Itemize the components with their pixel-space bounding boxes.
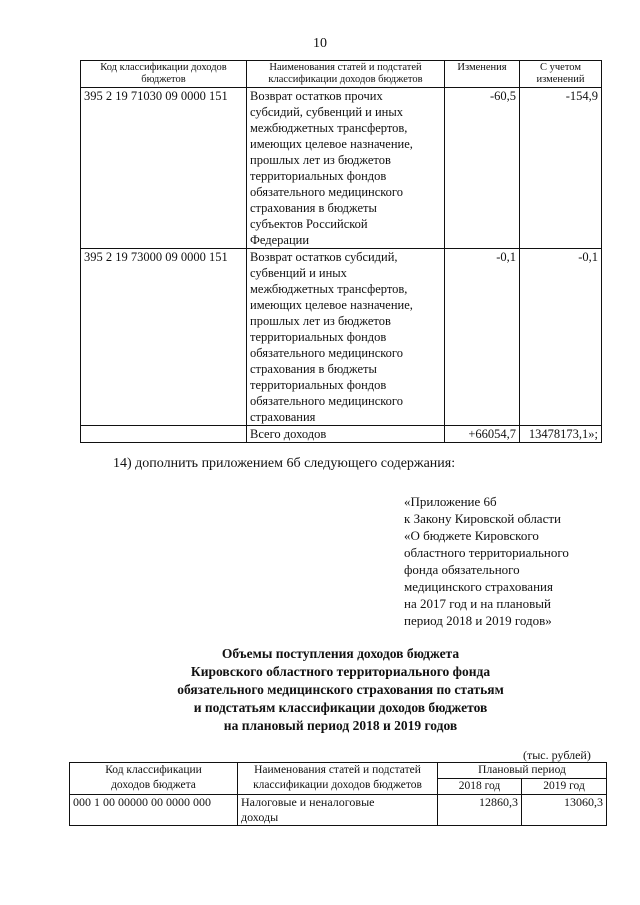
total-change: +66054,7 xyxy=(445,426,520,443)
appendix-heading xyxy=(404,493,569,629)
row-code: 395 2 19 71030 09 0000 151 xyxy=(81,88,247,249)
appendix-line: «О бюджете Кировского xyxy=(404,528,539,543)
table-row xyxy=(70,795,607,826)
table-header-row xyxy=(70,763,607,779)
row-code: 000 1 00 00000 00 0000 000 xyxy=(70,795,238,826)
header-total: С учетом изменений xyxy=(520,61,602,88)
header-period: Плановый период xyxy=(438,763,607,779)
row-change: -60,5 xyxy=(445,88,520,249)
row-name xyxy=(247,88,445,249)
header-year-2019: 2019 год xyxy=(522,779,607,795)
header-line: Наименования статей и подстатей xyxy=(254,764,421,776)
name-line: страхования xyxy=(250,410,316,424)
name-line: имеющих целевое назначение, xyxy=(250,137,413,151)
name-line: обязательного медицинского xyxy=(250,394,404,408)
row-name xyxy=(238,795,438,826)
header-code: Код классификации доходов бюджетов xyxy=(81,61,247,88)
appendix-line: на 2017 год и на плановый xyxy=(404,596,551,611)
appendix-line: к Закону Кировской области xyxy=(404,511,561,526)
name-line: обязательного медицинского xyxy=(250,185,404,199)
name-line: Федерации xyxy=(250,233,310,247)
row-value-2019: 13060,3 xyxy=(522,795,607,826)
table-row xyxy=(81,88,602,249)
income-changes-table xyxy=(80,60,602,443)
title-line: обязательного медицинского страхования по статьям xyxy=(177,682,504,697)
name-line: прошлых лет из бюджетов xyxy=(250,153,391,167)
name-line: страхования в бюджеты xyxy=(250,201,377,215)
header-code xyxy=(70,763,238,795)
header-name: Наименования статей и подстатей классификации доходов бюджетов xyxy=(247,61,445,88)
title-line: на плановый период 2018 и 2019 годов xyxy=(223,718,458,733)
name-line: территориальных фондов xyxy=(250,169,387,183)
header-line: Код классификации xyxy=(105,764,202,776)
unit-label: (тыс. рублей) xyxy=(523,748,591,762)
name-line: доходы xyxy=(241,810,279,824)
name-line: территориальных фондов xyxy=(250,378,387,392)
name-line: территориальных фондов xyxy=(250,330,387,344)
name-line: субвенций и иных xyxy=(250,266,347,280)
row-value-2018: 12860,3 xyxy=(438,795,522,826)
appendix-line: областного территориального xyxy=(404,545,569,560)
header-name xyxy=(238,763,438,795)
row-name xyxy=(247,249,445,426)
header-line: доходов бюджета xyxy=(111,779,196,791)
total-code xyxy=(81,426,247,443)
table-header-row xyxy=(81,61,602,88)
planned-income-table xyxy=(69,762,607,826)
header-line: классификации доходов бюджетов xyxy=(253,779,422,791)
total-value: 13478173,1»; xyxy=(520,426,602,443)
name-line: имеющих целевое назначение, xyxy=(250,298,413,312)
name-line: страхования в бюджеты xyxy=(250,362,377,376)
amendment-paragraph: 14) дополнить приложением 6б следующего содержания: xyxy=(113,456,456,471)
name-line: межбюджетных трансфертов, xyxy=(250,121,408,135)
appendix-line: фонда обязательного xyxy=(404,562,520,577)
row-change: -0,1 xyxy=(445,249,520,426)
row-total: -0,1 xyxy=(520,249,602,426)
total-row xyxy=(81,426,602,443)
appendix-line: период 2018 и 2019 годов» xyxy=(404,613,552,628)
title-line: Объемы поступления доходов бюджета xyxy=(221,646,460,661)
name-line: субсидий, субвенций и иных xyxy=(250,105,403,119)
title-line: Кировского областного территориального фонда xyxy=(190,664,491,679)
name-line: прошлых лет из бюджетов xyxy=(250,314,391,328)
row-total: -154,9 xyxy=(520,88,602,249)
total-name: Всего доходов xyxy=(247,426,445,443)
header-year-2018: 2018 год xyxy=(438,779,522,795)
appendix-line: «Приложение 6б xyxy=(404,494,497,509)
name-line: Налоговые и неналоговые xyxy=(241,795,375,809)
table-row xyxy=(81,249,602,426)
document-title xyxy=(80,645,601,735)
page-number: 10 xyxy=(313,36,327,51)
header-change: Изменения xyxy=(445,61,520,88)
name-line: межбюджетных трансфертов, xyxy=(250,282,408,296)
name-line: Возврат остатков субсидий, xyxy=(250,250,398,264)
name-line: Возврат остатков прочих xyxy=(250,89,383,103)
row-code: 395 2 19 73000 09 0000 151 xyxy=(81,249,247,426)
appendix-line: медицинского страхования xyxy=(404,579,553,594)
name-line: обязательного медицинского xyxy=(250,346,404,360)
name-line: субъектов Российской xyxy=(250,217,368,231)
title-line: и подстатьям классификации доходов бюджетов xyxy=(193,700,488,715)
